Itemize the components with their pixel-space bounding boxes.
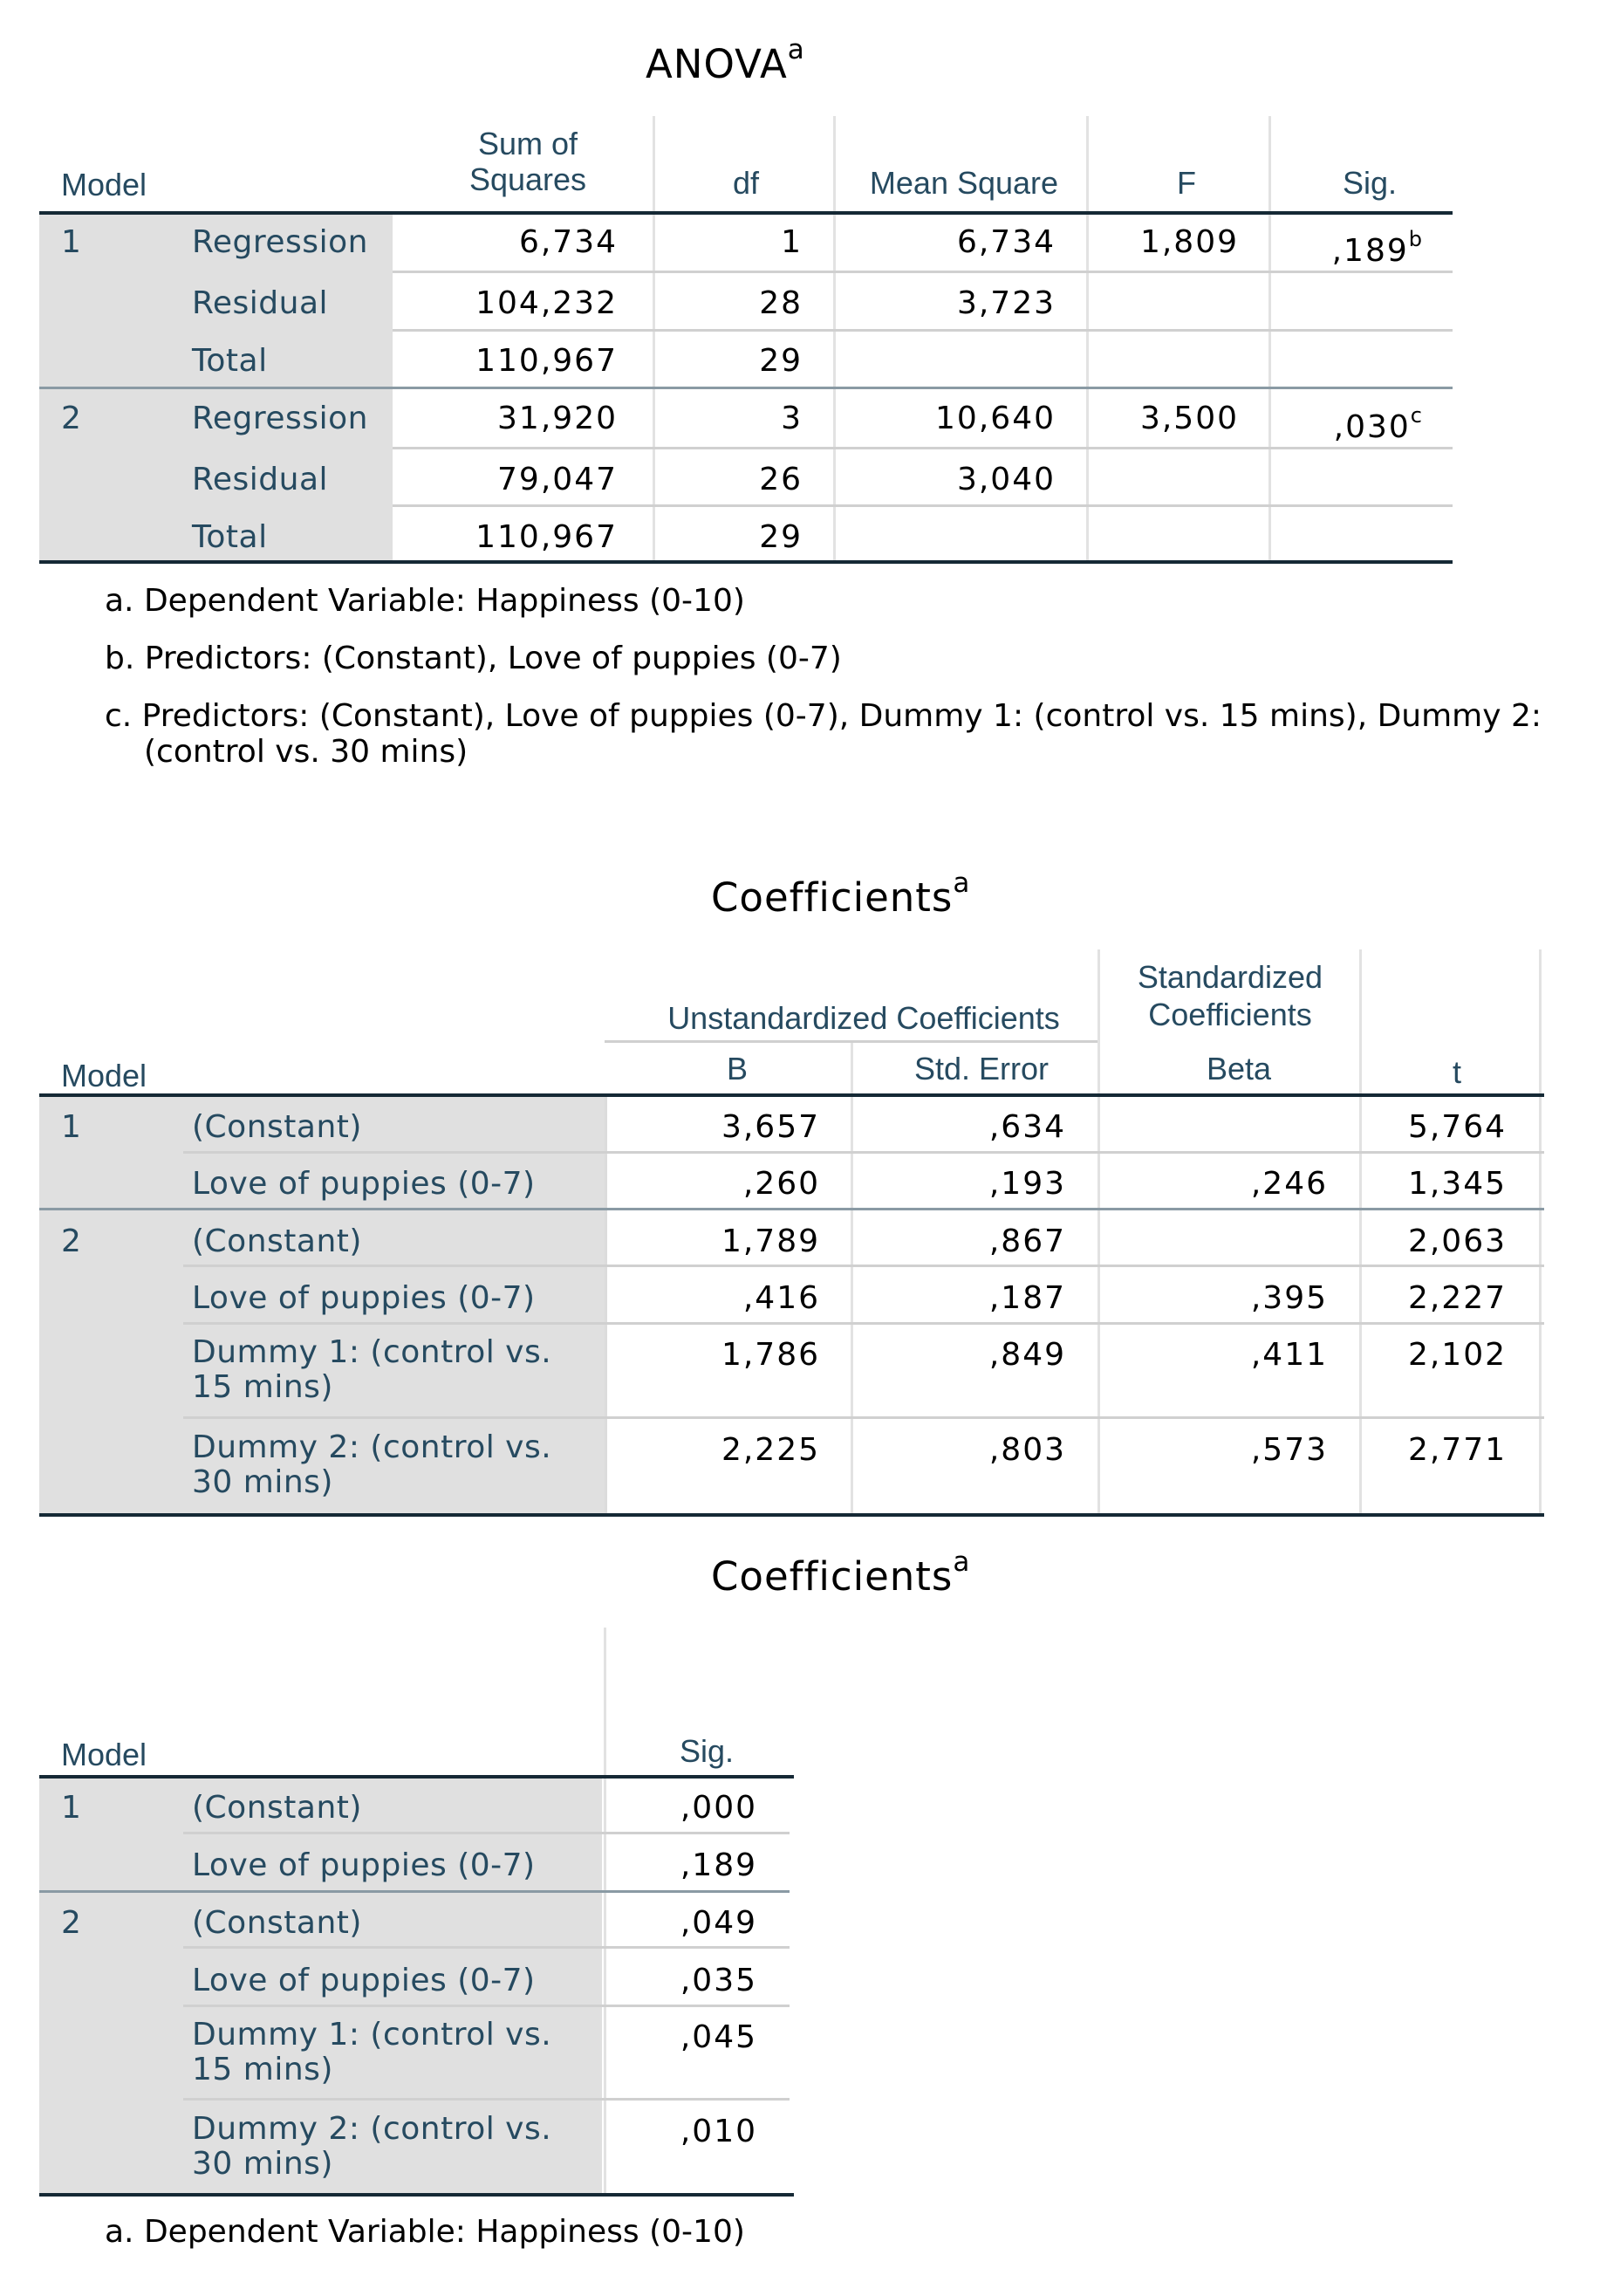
anova-df: 3 (781, 401, 803, 436)
coefficients-sig-row-label: (Constant) (192, 1905, 362, 1941)
anova-df: 28 (759, 285, 803, 321)
anova-ms: 10,640 (935, 401, 1056, 436)
coefficients-header-standardized-line2: Coefficients (1148, 997, 1312, 1032)
coefficients-t: 2,227 (1407, 1280, 1507, 1316)
anova-header-sig: Sig. (1342, 165, 1398, 201)
coefficients-sig-value: ,045 (680, 2019, 757, 2055)
coefficients-beta: ,411 (1250, 1337, 1328, 1373)
anova-row-label: Total (192, 519, 268, 555)
coefficients-b: 1,789 (721, 1223, 820, 1259)
coefficients-sig-row-label: Dummy 2: (control vs. 30 mins) (192, 2111, 552, 2182)
coefficients-row-label: (Constant) (192, 1109, 362, 1145)
anova-ss: 6,734 (518, 224, 618, 260)
coefficients-std-error: ,634 (988, 1109, 1066, 1145)
coefficients-footnote-a: a. Dependent Variable: Happiness (0-10) (105, 2214, 745, 2250)
coefficients-model-number: 1 (61, 1109, 82, 1145)
anova-header-f: F (1177, 165, 1196, 201)
anova-ss: 110,967 (475, 343, 618, 379)
coefficients-b: ,260 (742, 1166, 820, 1202)
anova-f: 1,809 (1139, 224, 1239, 260)
anova-header-ms: Mean Square (869, 165, 1059, 201)
coefficients-row-label: Dummy 1: (control vs. 15 mins) (192, 1334, 552, 1405)
coefficients-sig-row-label: Dummy 1: (control vs. 15 mins) (192, 2017, 552, 2087)
coefficients-sig-value: ,049 (680, 1905, 757, 1941)
coefficients-b: ,416 (742, 1280, 820, 1316)
coefficients-sig-model-number: 1 (61, 1790, 82, 1826)
coefficients-beta: ,573 (1250, 1432, 1328, 1468)
anova-ss: 31,920 (497, 401, 618, 436)
coefficients-std-error: ,803 (988, 1432, 1066, 1468)
coefficients-sig-value: ,035 (680, 1963, 757, 1998)
anova-sig: ,030$^c$ (1333, 403, 1422, 445)
anova-header-model: Model (61, 167, 147, 202)
coefficients-sig-row-label: Love of puppies (0-7) (192, 1847, 536, 1883)
anova-header-ss-line1: Sum of (477, 126, 578, 161)
coefficients-row-label: Love of puppies (0-7) (192, 1166, 536, 1202)
anova-df: 29 (759, 343, 803, 379)
coefficients-sig-model-number: 2 (61, 1905, 82, 1941)
coefficients-header-beta: Beta (1206, 1051, 1272, 1086)
coefficients-sig-value: ,010 (680, 2114, 757, 2149)
anova-ss: 79,047 (497, 462, 618, 497)
anova-ms: 3,040 (956, 462, 1056, 497)
coefficients-b: 1,786 (721, 1337, 820, 1373)
anova-ms: 3,723 (956, 285, 1056, 321)
anova-model-number: 1 (61, 224, 82, 260)
anova-row-label: Total (192, 343, 268, 379)
coefficients-b: 2,225 (721, 1432, 820, 1468)
coefficients-t: 2,063 (1407, 1223, 1507, 1259)
anova-row-label: Regression (192, 224, 368, 260)
anova-ms: 6,734 (956, 224, 1056, 260)
anova-sig: ,189$^b$ (1331, 227, 1422, 269)
coefficients-header-t: t (1452, 1054, 1461, 1090)
coefficients-header-standardized-line1: Standardized (1137, 959, 1323, 995)
coefficients-sig-header-sig: Sig. (679, 1733, 735, 1769)
coefficients-t: 1,345 (1407, 1166, 1507, 1202)
coefficients-beta: ,246 (1250, 1166, 1328, 1202)
anova-df: 1 (781, 224, 803, 260)
coefficients-b: 3,657 (721, 1109, 820, 1145)
anova-footnote-b: b. Predictors: (Constant), Love of puppies (0-7) (105, 641, 842, 676)
coefficients-std-error: ,867 (988, 1223, 1066, 1259)
anova-row-label: Regression (192, 401, 368, 436)
coefficients-header-model: Model (61, 1058, 147, 1093)
coefficients-sig-value: ,189 (680, 1847, 757, 1883)
anova-df: 26 (759, 462, 803, 497)
anova-row-label: Residual (192, 285, 329, 321)
anova-f: 3,500 (1139, 401, 1239, 436)
anova-title: ANOVA$^a$ (646, 34, 805, 87)
anova-row-label: Residual (192, 462, 329, 497)
anova-footnote-c-cont: (control vs. 30 mins) (144, 734, 468, 770)
coefficients-header-b: B (726, 1051, 748, 1086)
anova-ss: 110,967 (475, 519, 618, 555)
coefficients-t: 2,102 (1407, 1337, 1507, 1373)
coefficients-row-label: Dummy 2: (control vs. 30 mins) (192, 1429, 552, 1500)
anova-ss: 104,232 (475, 285, 618, 321)
coefficients-header-std-error: Std. Error (913, 1051, 1050, 1086)
coefficients-t: 5,764 (1407, 1109, 1507, 1145)
coefficients-header-unstandardized: Unstandardized Coefficients (667, 1000, 1060, 1036)
coefficients-std-error: ,193 (988, 1166, 1066, 1202)
coefficients-std-error: ,187 (988, 1280, 1066, 1316)
coefficients-sig-title: Coefficients$^a$ (711, 1546, 971, 1600)
coefficients-t: 2,771 (1407, 1432, 1507, 1468)
coefficients-sig-row-label: Love of puppies (0-7) (192, 1963, 536, 1998)
coefficients-title: Coefficients$^a$ (711, 867, 971, 921)
anova-header-ss-line2: Squares (468, 161, 587, 197)
coefficients-sig-header-model: Model (61, 1737, 147, 1772)
anova-df: 29 (759, 519, 803, 555)
coefficients-sig-value: ,000 (680, 1790, 757, 1826)
coefficients-row-label: Love of puppies (0-7) (192, 1280, 536, 1316)
coefficients-std-error: ,849 (988, 1337, 1066, 1373)
coefficients-model-number: 2 (61, 1223, 82, 1259)
coefficients-beta: ,395 (1250, 1280, 1328, 1316)
anova-footnote-a: a. Dependent Variable: Happiness (0-10) (105, 583, 745, 619)
anova-model-number: 2 (61, 401, 82, 436)
anova-footnote-c: c. Predictors: (Constant), Love of puppies (0-7), Dummy 1: (control vs. 15 mins), Dummy 2: (105, 698, 1542, 734)
coefficients-row-label: (Constant) (192, 1223, 362, 1259)
anova-header-df: df (732, 165, 760, 201)
coefficients-sig-row-label: (Constant) (192, 1790, 362, 1826)
